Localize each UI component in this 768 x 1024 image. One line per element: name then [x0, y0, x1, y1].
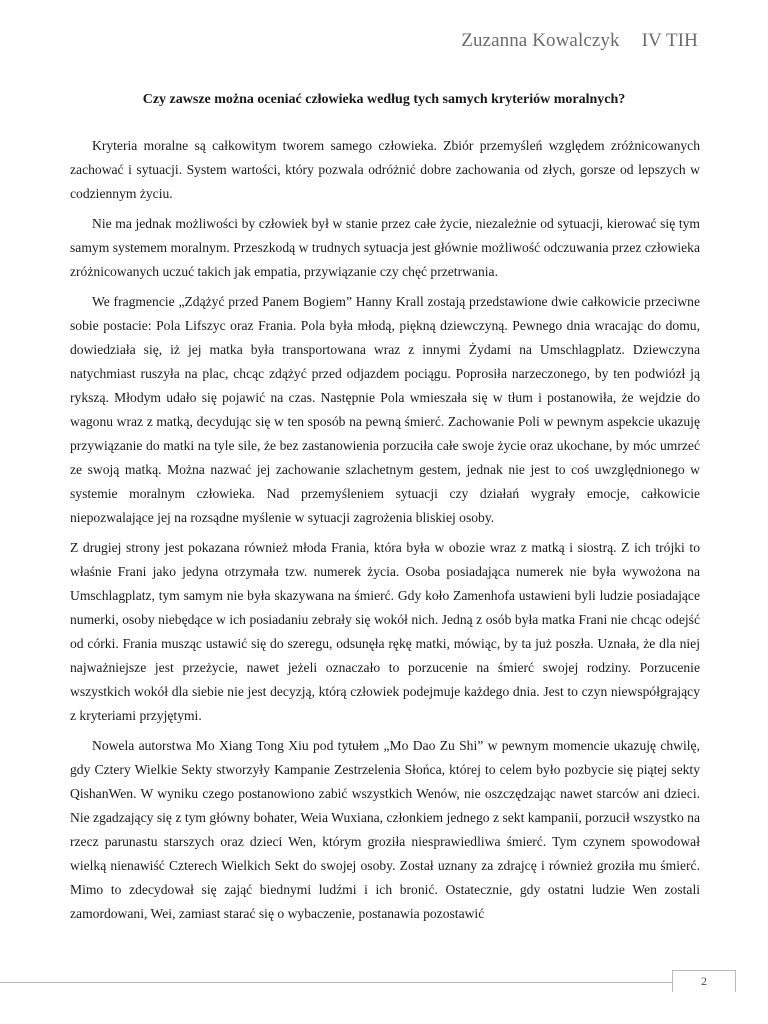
paragraph-2: Nie ma jednak możliwości by człowiek był w stanie przez całe życie, niezależnie od sytuacji, kierować się tym samym systemem moralnym. Przeszkodą w trudnych sytuacja jest głównie możliwość odczuwania przez człowieka zróżnicowanych uczuć takich jak empatia, przywiązanie czy chęć przetrwania. — [70, 216, 700, 279]
author-name: Zuzanna Kowalczyk — [461, 30, 620, 51]
footer-divider — [0, 982, 672, 983]
paragraph-5: Nowela autorstwa Mo Xiang Tong Xiu pod tytułem „Mo Dao Zu Shi” w pewnym momencie ukazuję chwilę, gdy Cztery Wielkie Sekty stworzyły Kampanie Zestrzelenia Słońca, której to celem było pozbycie się piątej sekty QishanWen. W wyniku czego postanowiono zabić wszystkich Wenów, nie oszczędzając nawet starców ani dzieci. Nie zgadzający się z tym główny bohater, Weia Wuxiana, członkiem jednego z sekt kampanii, porzucił wszystko na rzecz parunastu starszych oraz dzieci Wen, którym groziła niesprawiedliwa śmierć. Tym czynem spowodował wielką nienawiść Czterech Wielkich Sekt do swojej osoby. Został uznany za zdrajcę i również groziła mu śmierć. Mimo to zdecydował się zająć biednymi ludźmi i ich bronić. Ostatecznie, gdy ostatni ludzie Wen zostali zamordowani, Wei, zamiast starać się o wybaczenie, postanawia pozostawić — [70, 738, 700, 921]
page-number: 2 — [701, 974, 707, 988]
page-number-box — [672, 970, 736, 992]
paragraph-1: Kryteria moralne są całkowitym tworem samego człowieka. Zbiór przemyśleń względem zróżnicowanych zachować i sytuacji. System wartości, który pozwala odróżnić dobre zachowania od złych, gorsze od lepszych w codziennym życiu. — [70, 138, 700, 201]
paragraph-4: Z drugiej strony jest pokazana również młoda Frania, która była w obozie wraz z matką i siostrą. Z ich trójki to właśnie Frani jako jedyna otrzymała tzw. numerek życia. Osoba posiadająca numerek nie była wywożona na Umschlagplatz, tym samym nie była skazywana na śmierć. Gdy koło Zamenhofa ustawieni byli ludzie posiadające numerki, osoby niebędące w ich posiadaniu zebrały się wokół nich. Jedną z osób była matka Frani nie chcąc odejść od córki. Frania musząc ustawić się do szeregu, odsunęła rękę matki, mówiąc, by ta już poszła. Uznała, że dla niej najważniejsze jest przeżycie, nawet jeżeli oznaczało to porzucenie na śmierć swojej rodziny. Porzucenie wszystkich wokół dla siebie nie jest decyzją, którą człowiek podejmuje każdego dnia. Jest to czyn niewspółgrający z kryteriami przyjętymi. — [70, 540, 700, 723]
essay-title: Czy zawsze można oceniać człowieka według tych samych kryteriów moralnych? — [142, 92, 626, 107]
paragraph-3: We fragmencie „Zdążyć przed Panem Bogiem” Hanny Krall zostają przedstawione dwie całkowicie przeciwne sobie postacie: Pola Lifszyc oraz Frania. Pola była młodą, piękną dziewczyną. Pewnego dnia wracając do domu, dowiedziała się, iż jej matka była transportowana wraz z innymi Żydami na Umschlagplatz. Dziewczyna natychmiast ruszyła na plac, chcąc zdążyć przed odjazdem pociągu. Poprosiła narzeczonego, by ten podwiózł ją rykszą. Młodym udało się pojawić na czas. Następnie Pola wmieszała się w tłum i postanowiła, że wejdzie do wagonu wraz z matką, decydując się w ten sposób na pewną śmierć. Zachowanie Poli w pewnym aspekcie ukazuję przywiązanie do matki na tyle sile, że bez zastanowienia porzuciła całe swoje życie oraz ukochane, by móc umrzeć ze swoją matką. Można nazwać jej zachowanie szlachetnym gestem, jednak nie jest to coś uwzględnionego w systemie moralnym człowieka. Nad przemyśleniem sytuacji czy działań wygrały emocje, całkowicie niepozwalające jej na rozsądne myślenie w sytuacji zagrożenia bliskiej osoby. — [70, 294, 700, 525]
page-header — [461, 30, 698, 52]
essay-body — [70, 134, 700, 932]
class-label: IV TIH — [641, 30, 698, 51]
